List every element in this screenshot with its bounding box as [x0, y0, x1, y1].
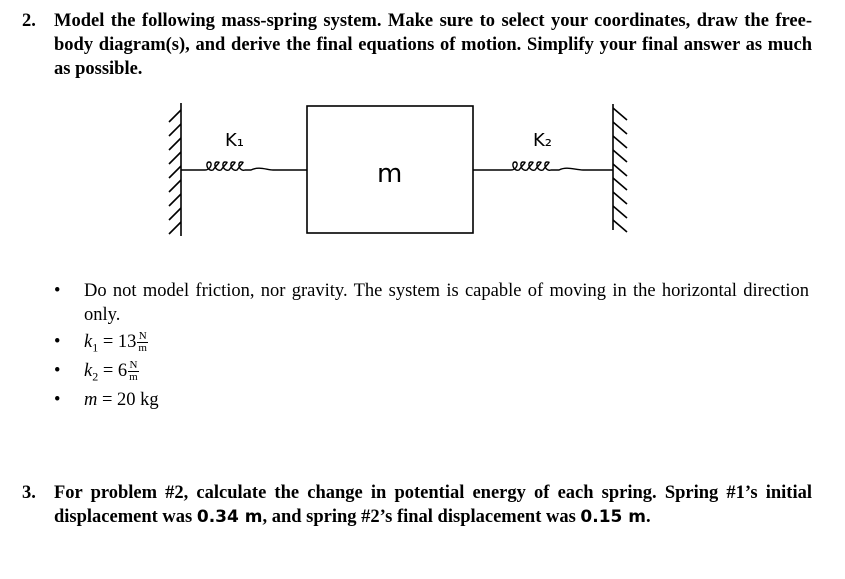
spring1-initial-displacement: 0.34 m [196, 507, 263, 527]
mass-value: = 20 kg [102, 390, 159, 410]
given-conditions-list [52, 279, 812, 414]
bullet-dot: • [54, 281, 61, 301]
spring-1 [181, 162, 307, 170]
list-item [52, 279, 809, 327]
problem-3-part2: , and spring #2’s final displacement was [262, 507, 581, 527]
mass-spring-diagram [155, 98, 665, 243]
bullet-dot: • [54, 332, 61, 352]
k1-unit-num: N [138, 330, 147, 343]
right-wall [613, 104, 627, 232]
k2-value: = 6 [102, 361, 128, 381]
problem-2-text: Model the following mass-spring system. Make sure to select your coordinates, draw the free-body diagram(s), and derive the final equations of motion. Simplify your final answer as much as possible. [54, 11, 812, 79]
list-item-k1 [52, 329, 812, 356]
spring-1-label: K₁ [225, 130, 245, 151]
k1-subscript: 1 [92, 340, 99, 355]
spring-2 [473, 162, 613, 170]
bullet-dot: • [54, 361, 61, 381]
bullet-dot: • [54, 390, 61, 410]
spring2-final-displacement: 0.15 m [580, 507, 646, 527]
mass-symbol: m [84, 390, 98, 410]
k2-unit-num: N [129, 359, 138, 372]
problem-3 [22, 481, 812, 529]
problem-2 [22, 9, 812, 81]
bullet-text: Do not model friction, nor gravity. The system is capable of moving in the horizontal direction only. [84, 281, 809, 325]
problem-3-text [54, 481, 812, 529]
k1-unit-den: m [138, 342, 147, 355]
list-item-mass [52, 387, 812, 414]
problem-2-number: 2. [22, 11, 36, 31]
left-wall [169, 103, 181, 236]
k1-symbol: k [84, 332, 93, 352]
problem-3-number: 3. [22, 483, 36, 503]
k1-value: = 13 [102, 332, 137, 352]
spring-2-label: K₂ [533, 130, 553, 151]
k2-unit-den: m [129, 371, 138, 384]
mass-label: m [377, 159, 403, 189]
k2-subscript: 2 [92, 369, 99, 384]
k1-unit [137, 331, 148, 354]
k2-unit [128, 360, 139, 383]
list-item-k2 [52, 358, 812, 385]
k2-symbol: k [84, 361, 93, 381]
problem-3-part1: For problem #2, calculate the change in potential energy of each spring. Spring #1’s initial displacement was [54, 483, 812, 527]
problem-3-part3: . [646, 507, 651, 527]
